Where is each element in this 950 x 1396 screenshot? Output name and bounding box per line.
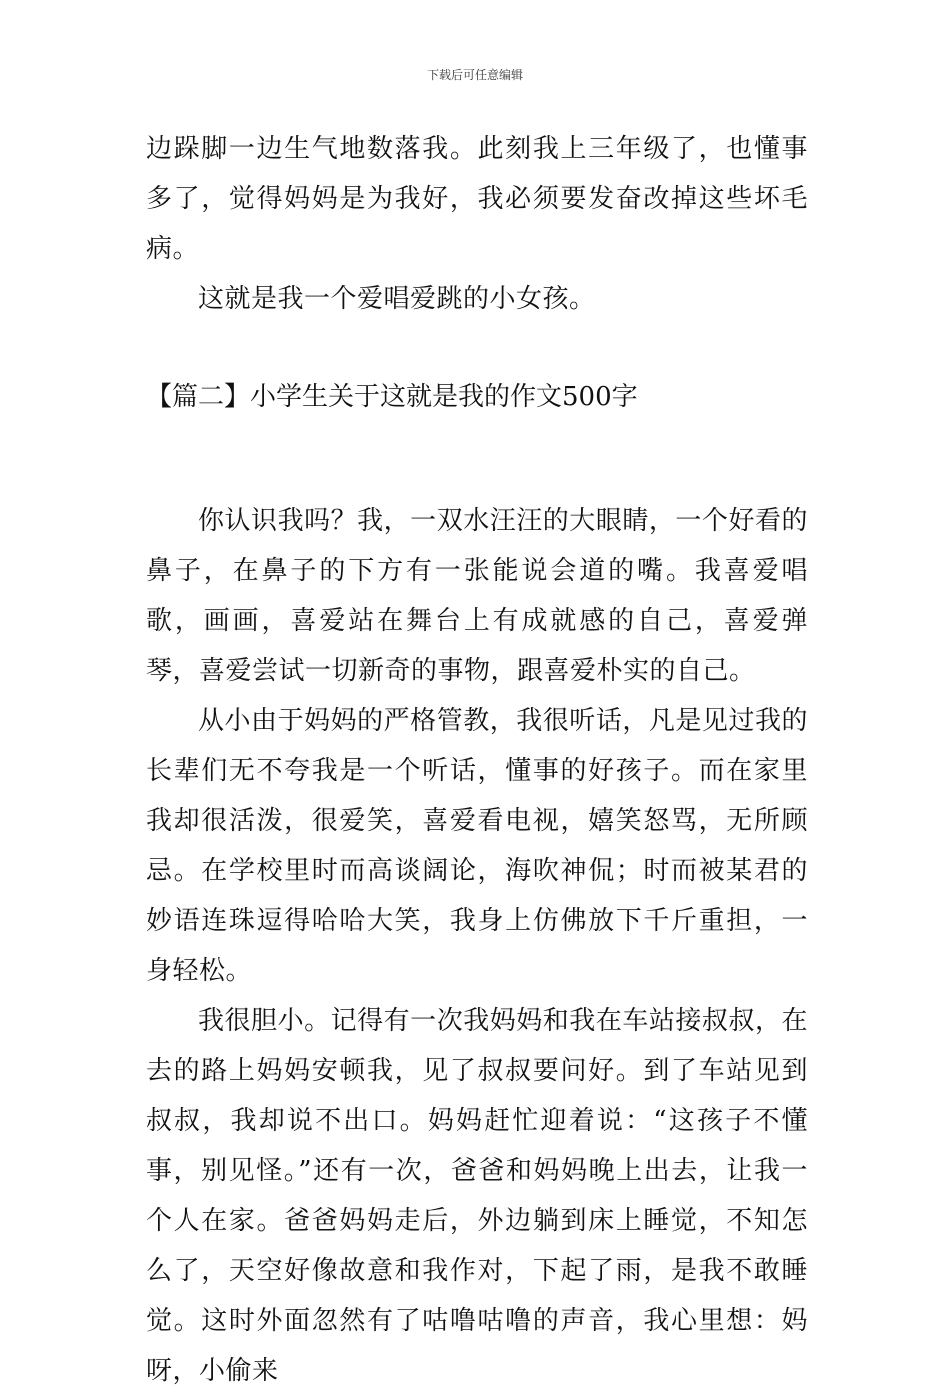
document-body: [146, 124, 808, 1396]
paragraph-closing: 这就是我一个爱唱爱跳的小女孩。: [198, 284, 596, 314]
header-note: 下载后可任意编辑: [426, 68, 523, 82]
paragraph-1: 你认识我吗？我，一双水汪汪的大眼睛，一个好看的鼻子，在鼻子的下方有一张能说会道的嘴。我喜爱唱歌，画画，喜爱站在舞台上有成就感的自己，喜爱弹琴，喜爱尝试一切新奇的事物，跟喜爱朴实的自己。: [146, 506, 808, 686]
paragraph-continued: 边跺脚一边生气地数落我。此刻我上三年级了，也懂事多了，觉得妈妈是为我好，我必须要发奋改掉这些坏毛病。: [146, 134, 808, 264]
section-heading: 【篇二】小学生关于这就是我的作文500字: [146, 382, 638, 412]
paragraph-3: 我很胆小。记得有一次我妈妈和我在车站接叔叔，在去的路上妈妈安顿我，见了叔叔要问好。到了车站见到叔叔，我却说不出口。妈妈赶忙迎着说：“这孩子不懂事，别见怪。”还有一次，爸爸和妈妈晚上出去，让我一个人在家。爸爸妈妈走后，外边躺到床上睡觉，不知怎么了，天空好像故意和我作对，下起了雨，是我不敢睡觉。这时外面忽然有了咕噜咕噜的声音，我心里想：妈呀，小偷来: [146, 1006, 808, 1386]
paragraph-2: 从小由于妈妈的严格管教，我很听话，凡是见过我的长辈们无不夸我是一个听话，懂事的好孩子。而在家里我却很活泼，很爱笑，喜爱看电视，嬉笑怒骂，无所顾忌。在学校里时而高谈阔论，海吹神侃；时而被某君的妙语连珠逗得哈哈大笑，我身上仿佛放下千斤重担，一身轻松。: [146, 706, 808, 986]
